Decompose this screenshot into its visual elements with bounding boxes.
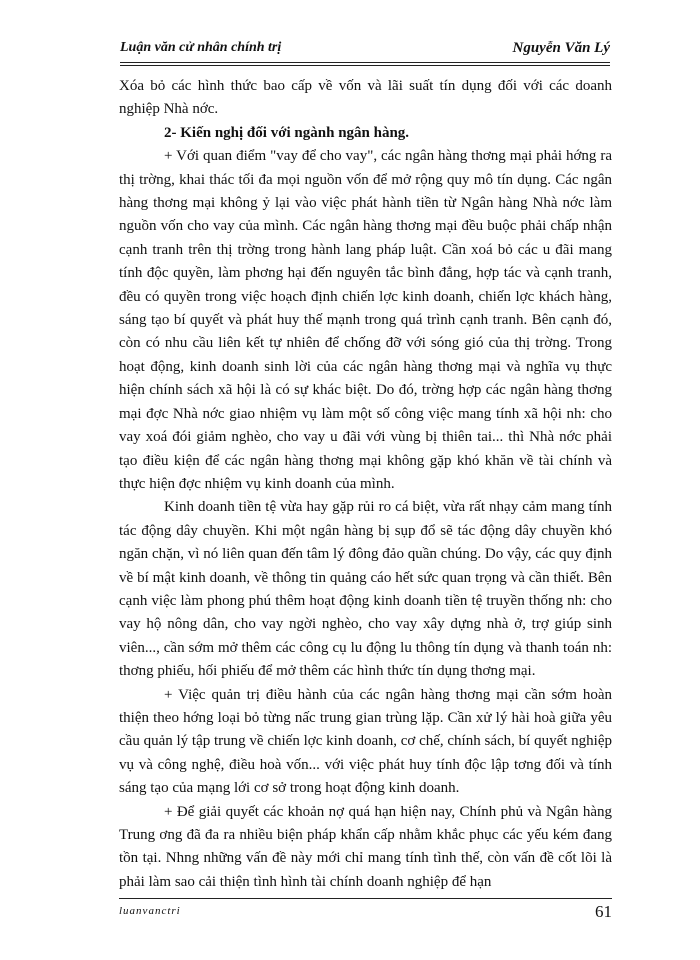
paragraph: Kinh doanh tiền tệ vừa hay gặp rủi ro cá biệt, vừa rất nhạy cảm mang tính tác động dây chuyền. Khi một ngân hàng bị sụp đổ sẽ tác động dây chuyền khó ngăn chặn, vì nó liên quan đến tâm lý đông đảo quần chúng. Do vậy, các quy định về bí mật kinh doanh, về thông tin quảng cáo hết sức quan trọng và cần thiết. Bên cạnh việc làm phong phú thêm hoạt động kinh doanh tiền tệ truyền thống nh: cho vay hộ nông dân, cho vay ngời nghèo, cho vay xây dựng nhà ở, trợ giúp sinh viên..., cần sớm mở thêm các công cụ lu động lu thông tín dụng và thanh toán nh: thơng phiếu, hối phiếu để mở thêm các hình thức tín dụng thơng mại. xyxy=(119,499,612,680)
body-text xyxy=(119,75,612,894)
header-double-rule xyxy=(120,62,610,66)
section-heading: 2- Kiến nghị đối với ngành ngân hàng. xyxy=(164,124,410,141)
paragraph: + Để giải quyết các khoản nợ quá hạn hiện nay, Chính phủ và Ngân hàng Trung ơng đã đa ra nhiều biện pháp khẩn cấp nhằm khắc phục các yếu kém đang tồn tại. Nhng những vấn đề này mới chỉ mang tính tình thế, còn vấn đề cốt lõi là phải làm sao cải thiện tình hình tài chính doanh nghiệp để hạn xyxy=(119,803,612,890)
footer-rule xyxy=(119,898,612,899)
header-thesis-title: Luận văn cử nhân chính trị xyxy=(120,40,282,55)
paragraph: + Việc quản trị điều hành của các ngân hàng thơng mại cần sớm hoàn thiện theo hớng loại bỏ từng nấc trung gian trùng lặp. Cần xử lý hài hoà giữa yêu cầu quản lý tập trung về chiến lợc kinh doanh, cơ chế, chính sách, bí quyết nghiệp vụ và công nghệ, điều hoà vốn... với việc phát huy tính độc lập tơng đối và tính sáng tạo của mạng lới cơ sở trong hoạt động kinh doanh. xyxy=(119,686,612,797)
page-header xyxy=(120,40,610,62)
paragraph-continuation: Xóa bỏ các hình thức bao cấp về vốn và lãi suất tín dụng đối với các doanh nghiệp Nhà nớc. xyxy=(119,78,612,118)
paragraph: + Với quan điểm "vay để cho vay", các ngân hàng thơng mại phải hớng ra thị trờng, khai thác tối đa mọi nguồn vốn để mở rộng quy mô tín dụng. Các ngân hàng thơng mại không ỷ lại vào việc phát hành tiền từ Ngân hàng Nhà nớc làm nguồn vốn cho vay của mình. Các ngân hàng thơng mại đều buộc phải chấp nhận cạnh tranh trên thị trờng trong hành lang pháp luật. Cần xoá bỏ các u đãi mang tính độc quyền, làm phơng hại đến nguyên tắc bình đẳng, hợp tác và cạnh tranh, đều có quyền trong việc hoạch định chiến lợc kinh doanh, chiến lợc khách hàng, sáng tạo bí quyết và phát huy thế mạnh trong quá trình cạnh tranh. Bên cạnh đó, còn có nhu cầu liên kết tự nhiên để chống đỡ với sóng gió của thị trờng. Trong hoạt động, kinh doanh sinh lời của các ngân hàng thơng mại và nghĩa vụ thực hiện chính sách xã hội là có sự khác biệt. Do đó, trờng hợp các ngân hàng thơng mại đợc Nhà nớc giao nhiệm vụ làm một số công việc mang tính xã hội nh: cho vay xoá đói giảm nghèo, cho vay u đãi với vùng bị thiên tai... thì Nhà nớc phải tạo điều kiện để các ngân hàng thơng mại không gặp khó khăn về tài chính và thực hiện đợc nhiệm vụ kinh doanh của mình. xyxy=(119,148,612,492)
page-number: 61 xyxy=(595,902,612,921)
header-author: Nguyễn Văn Lý xyxy=(512,40,610,56)
footer-source: luanvanctri xyxy=(119,905,181,917)
